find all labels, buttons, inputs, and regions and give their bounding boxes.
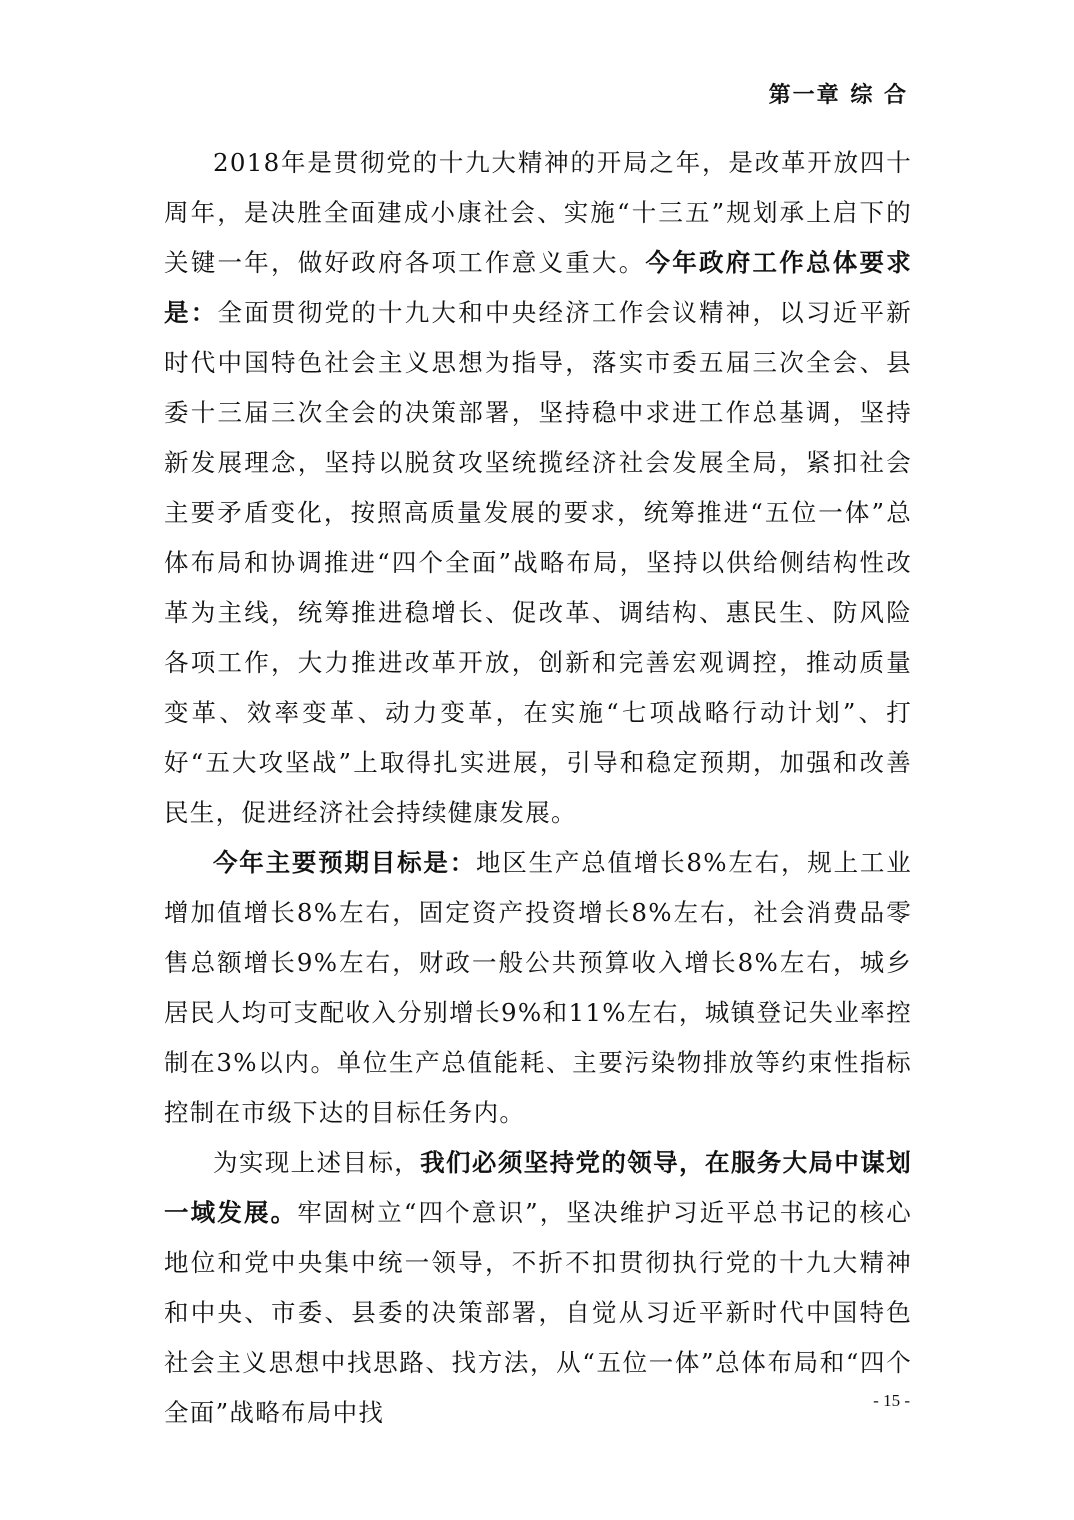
paragraph-text: 地区生产总值增长8%左右，规上工业增加值增长8%左右，固定资产投资增长8%左右，社会消费品零售总额增长9%左右，财政一般公共预算收入增长8%左右，城乡居民人均可支配收入分别增长9%和11%左右，城镇登记失业率控制在3%以内。单位生产总值能耗、主要污染物排放等约束性指标控制在市级下达的目标任务内。 [164,848,913,1127]
paragraph-text: 全面贯彻党的十九大和中央经济工作会议精神，以习近平新时代中国特色社会主义思想为指导，落实市委五届三次全会、县委十三届三次全会的决策部署，坚持稳中求进工作总基调，坚持新发展理念，坚持以脱贫攻坚统揽经济社会发展全局，紧扣社会主要矛盾变化，按照高质量发展的要求，统筹推进“五位一体”总体布局和协调推进“四个全面”战略布局，坚持以供给侧结构性改革为主线，统筹推进稳增长、促改革、调结构、惠民生、防风险各项工作，大力推进改革开放，创新和完善宏观调控，推动质量变革、效率变革、动力变革，在实施“七项战略行动计划”、打好“五大攻坚战”上取得扎实进展，引导和稳定预期，加强和改善民生，促进经济社会持续健康发展。 [164,298,912,827]
paragraph-party-leadership [164,1138,912,1438]
page-number: - 15 - [873,1391,910,1410]
bold-lead-party-leadership: 我们必须坚持党的领导，在服务大局中谋划一域发展。 [164,1148,912,1227]
bold-lead-main-targets: 今年主要预期目标是： [213,848,477,877]
paragraph-intro: 为实现上述目标， [213,1148,421,1177]
bold-lead-general-requirements: 今年政府工作总体要求是： [164,248,912,327]
paragraph-general-requirements [164,138,912,838]
paragraph-main-targets [164,838,912,1138]
paragraph-intro: 2018年是贯彻党的十九大精神的开局之年，是改革开放四十周年，是决胜全面建成小康社会、实施“十三五”规划承上启下的关键一年，做好政府各项工作意义重大。 [164,148,912,277]
running-header: 第一章 综 合 [768,83,908,108]
body-text [164,138,912,1438]
paragraph-text: 牢固树立“四个意识”，坚决维护习近平总书记的核心地位和党中央集中统一领导，不折不扣贯彻执行党的十九大精神和中央、市委、县委的决策部署，自觉从习近平新时代中国特色社会主义思想中找思路、找方法，从“五位一体”总体布局和“四个全面”战略布局中找 [164,1198,913,1427]
